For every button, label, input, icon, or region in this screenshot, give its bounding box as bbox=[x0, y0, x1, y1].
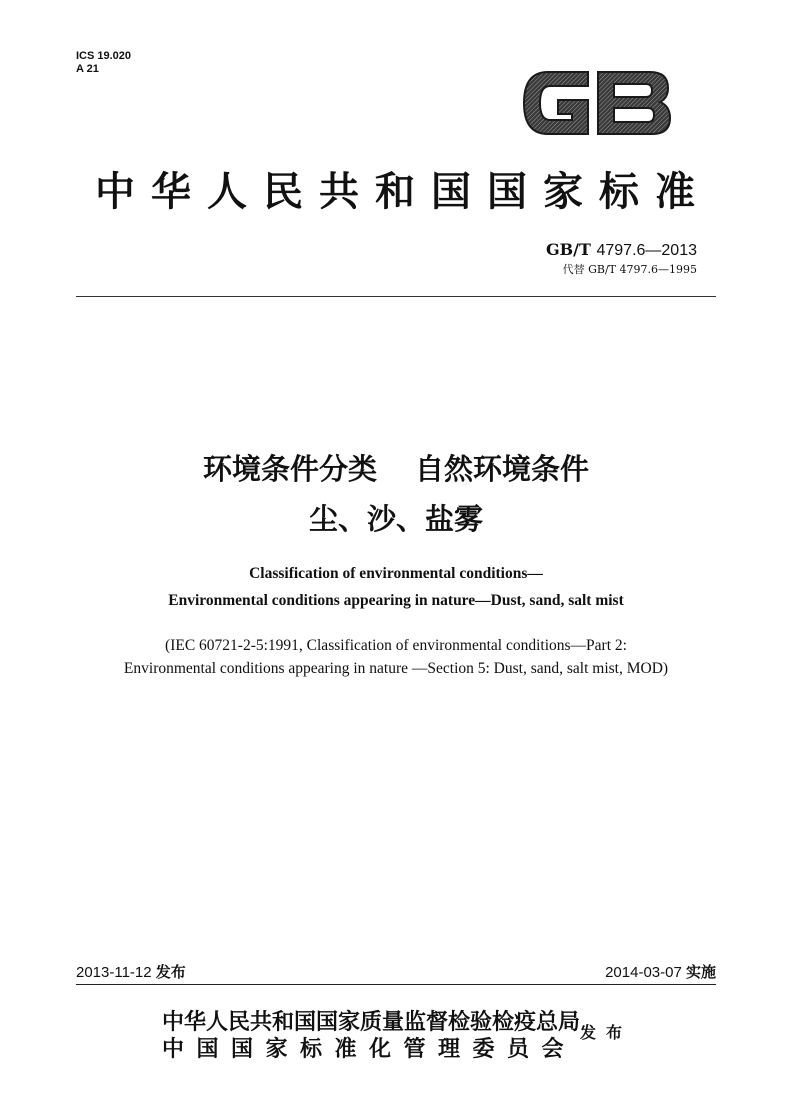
header-divider bbox=[76, 296, 716, 297]
ccs-code: A 21 bbox=[76, 63, 99, 75]
ics-code: ICS 19.020 bbox=[76, 50, 132, 62]
english-title-line2: Environmental conditions appearing in nature—Dust, sand, salt mist bbox=[168, 592, 624, 609]
gb-logo-icon bbox=[518, 64, 674, 142]
publish-label: 发布 bbox=[580, 1023, 633, 1042]
impl-date-value: 2014-03-07 bbox=[605, 964, 682, 981]
chinese-title-line1 bbox=[0, 447, 792, 488]
national-standard-title: 中华人民共和国国家标准 bbox=[95, 169, 711, 215]
replaces-standard: 代替 GB/T 4797.6—1995 bbox=[562, 263, 697, 276]
chinese-title-part-b: 自然环境条件 bbox=[415, 452, 590, 486]
implementation-date bbox=[605, 961, 716, 982]
issuer-line2: 中国国家标准化管理委员会 bbox=[162, 1037, 577, 1062]
impl-date-label: 实施 bbox=[685, 963, 716, 981]
gb-logo bbox=[518, 64, 674, 142]
issuer-line1: 中华人民共和国国家质量监督检验检疫总局 bbox=[162, 1010, 581, 1035]
standard-prefix: GB/T bbox=[545, 240, 591, 259]
iec-reference-line2: Environmental conditions appearing in nature —Section 5: Dust, sand, salt mist, MOD) bbox=[123, 660, 669, 677]
issue-date bbox=[76, 961, 186, 982]
issue-date-label: 发布 bbox=[155, 963, 186, 981]
standard-number-block bbox=[546, 240, 697, 277]
iec-reference-line1: (IEC 60721-2-5:1991, Classification of environmental conditions—Part 2: bbox=[165, 637, 627, 654]
standard-number bbox=[546, 240, 697, 260]
chinese-title-line2: 尘、沙、盐雾 bbox=[308, 502, 483, 536]
standard-code: 4797.6—2013 bbox=[596, 242, 697, 259]
english-title-line1: Classification of environmental conditions— bbox=[249, 565, 543, 582]
footer-divider bbox=[76, 984, 716, 985]
issue-date-value: 2013-11-12 bbox=[76, 964, 152, 981]
classification-codes bbox=[76, 50, 131, 76]
chinese-title-part-a: 环境条件分类 bbox=[202, 452, 377, 486]
